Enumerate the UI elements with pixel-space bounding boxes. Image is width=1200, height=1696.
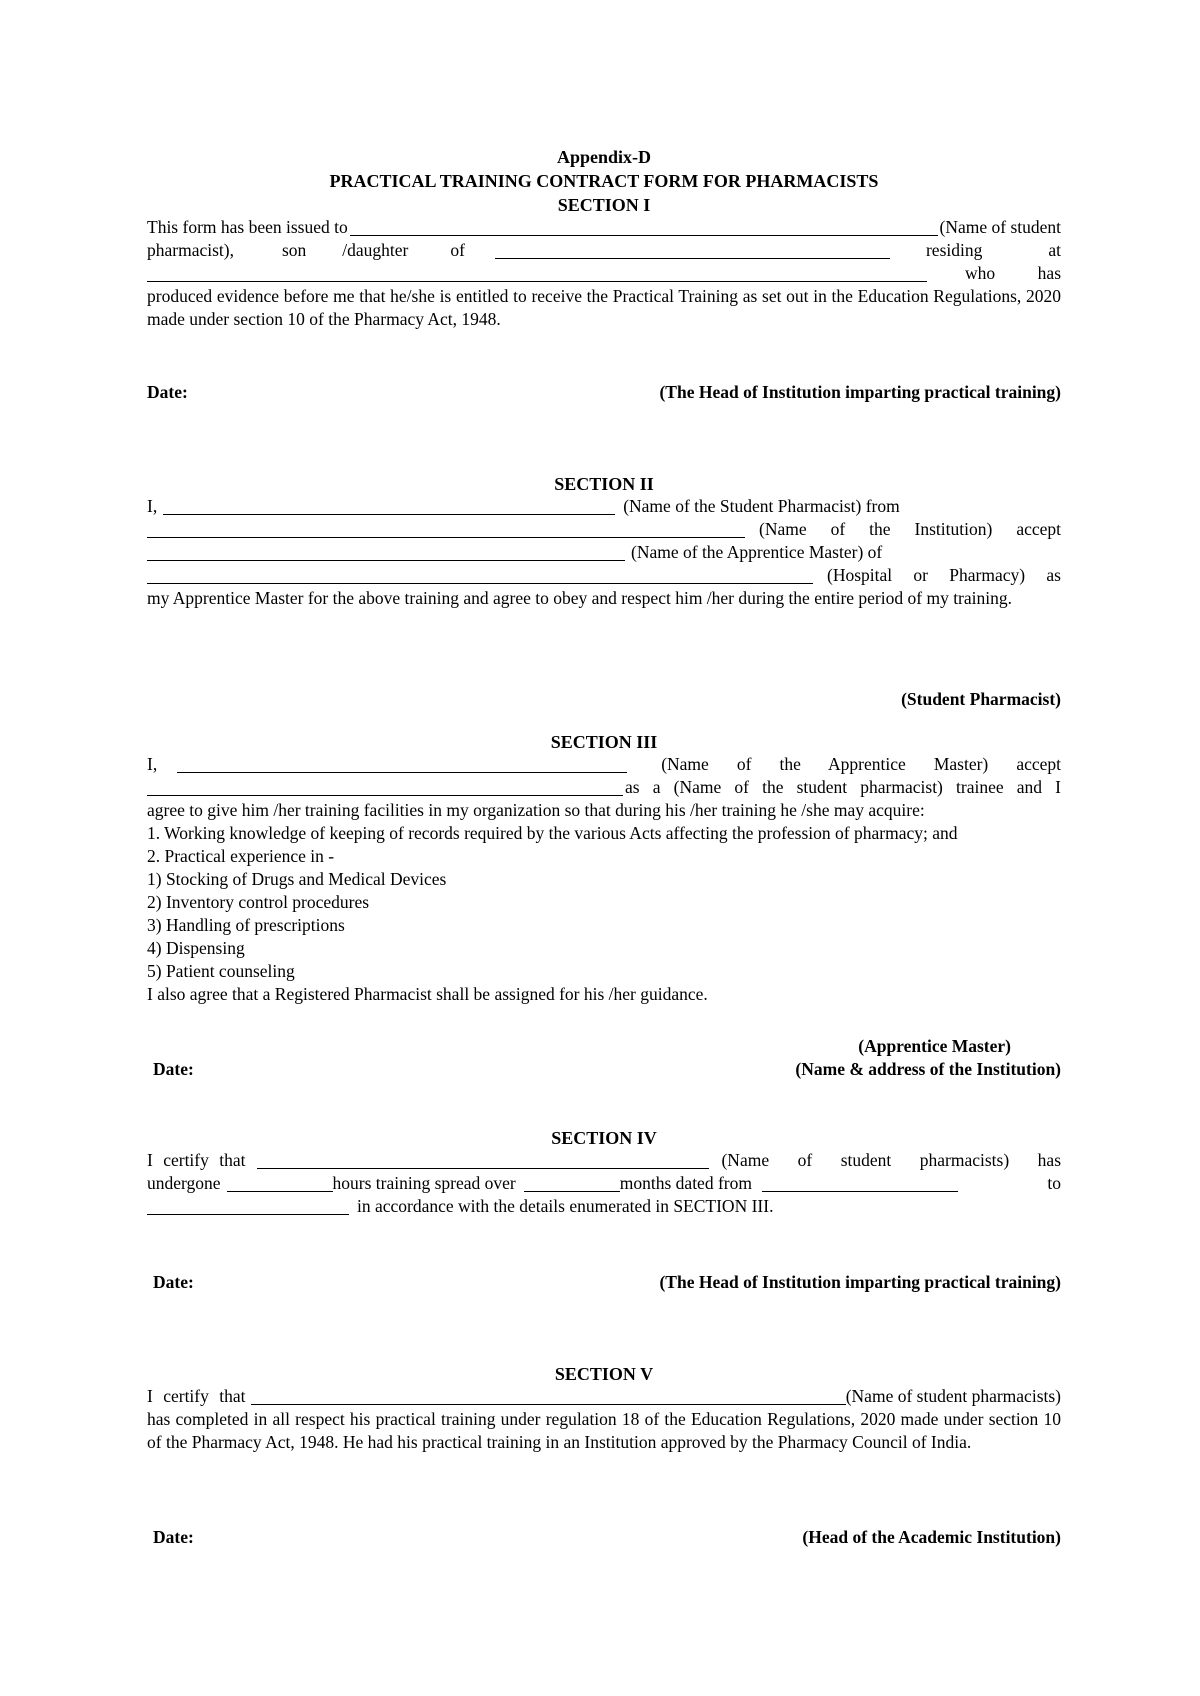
s4-line-3 (147, 1195, 1061, 1218)
s3-apprentice-master-label: (Apprentice Master) (858, 1036, 1011, 1056)
student-pharmacist-name-blank[interactable] (163, 498, 615, 515)
s4-text-fragment: (Name of student pharmacists) has (721, 1150, 1061, 1170)
s3-closing: I also agree that a Registered Pharmacist shall be assigned for his /her guidance. (147, 984, 708, 1004)
s3-institution-label: (Name & address of the Institution) (795, 1059, 1061, 1079)
s4-date-label: Date: (153, 1272, 194, 1292)
s3-item-1: 1. Working knowledge of keeping of records required by the various Acts affecting the profession of pharmacy; and (147, 823, 958, 843)
s3-line-2 (147, 776, 1061, 799)
date-from-blank[interactable] (762, 1175, 958, 1192)
section-1-heading: SECTION I (557, 195, 651, 215)
s2-text-fragment: (Name of the Apprentice Master) of (631, 542, 883, 562)
training-hours-blank[interactable] (227, 1175, 333, 1192)
s2-signatory-label: (Student Pharmacist) (901, 689, 1061, 709)
s4-line-2 (147, 1172, 1061, 1195)
s1-name-of-student-label: (Name of student (939, 217, 1061, 237)
s3-line-1 (147, 753, 1061, 776)
s1-text-fragment: of (450, 240, 465, 260)
s1-text-fragment: has (1037, 263, 1061, 283)
section-2-text (147, 495, 1061, 610)
s2-signature-row (147, 688, 1061, 711)
s1-line-2 (147, 239, 1061, 262)
s1-date-label: Date: (147, 382, 188, 402)
s3-subitem: 4) Dispensing (147, 938, 245, 958)
s2-line-2 (147, 518, 1061, 541)
s3-text-fragment: I, (147, 754, 158, 774)
s1-signatory-label: (The Head of Institution imparting practical training) (659, 382, 1061, 402)
s3-subitem: 5) Patient counseling (147, 961, 295, 981)
s2-text-fragment: I, (147, 496, 158, 516)
s1-line-3 (147, 262, 1061, 285)
parent-name-blank[interactable] (495, 242, 890, 259)
s1-text-fragment: /daughter (342, 240, 409, 260)
s3-subitem: 3) Handling of prescriptions (147, 915, 345, 935)
s3-subitem: 2) Inventory control procedures (147, 892, 370, 912)
section-3-text (147, 753, 1061, 1006)
s5-line-1 (147, 1385, 1061, 1408)
s5-signatory-label: (Head of the Academic Institution) (802, 1527, 1061, 1547)
form-title: PRACTICAL TRAINING CONTRACT FORM FOR PHARMACISTS (329, 171, 879, 191)
s3-text-fragment: (Name of the Apprentice Master) accept (661, 754, 1061, 774)
section-2-heading: SECTION II (554, 474, 654, 494)
s1-issued-to-label: This form has been issued to (147, 217, 348, 237)
s2-line-3 (147, 541, 1061, 564)
s2-line-4 (147, 564, 1061, 587)
s2-line-1 (147, 495, 1061, 518)
s1-text-fragment: who (965, 263, 996, 283)
apprentice-master-name-blank[interactable] (147, 544, 625, 561)
s3-subitem: 1) Stocking of Drugs and Medical Devices (147, 869, 447, 889)
section-4-text (147, 1149, 1061, 1218)
s2-text-fragment: (Hospital or Pharmacy) as (827, 565, 1061, 585)
s5-signature-row (147, 1526, 1061, 1549)
s1-text-fragment: pharmacist), (147, 240, 234, 260)
address-blank[interactable] (147, 265, 927, 282)
s4-text-fragment: undergone (147, 1173, 221, 1193)
s4-line-1 (147, 1149, 1061, 1172)
student-name-blank[interactable] (257, 1152, 709, 1169)
student-name-blank[interactable] (251, 1388, 845, 1405)
hospital-pharmacy-blank[interactable] (147, 567, 813, 584)
s2-text-fragment: (Name of the Institution) accept (759, 519, 1061, 539)
s4-text-fragment: to (1047, 1173, 1061, 1193)
apprentice-master-name-blank[interactable] (177, 756, 627, 773)
s1-body: produced evidence before me that he/she is entitled to receive the Practical Training as set out in the Education Regulations, 2020 made under section 10 of the Pharmacy Act, 1948. (147, 286, 1061, 329)
s5-text-fragment: (Name of student pharmacists) (845, 1386, 1061, 1406)
date-to-blank[interactable] (147, 1198, 349, 1215)
s2-text-fragment: (Name of the Student Pharmacist) from (623, 496, 900, 516)
s2-body: my Apprentice Master for the above training and agree to obey and respect him /her during the entire period of my training. (147, 588, 1012, 608)
section-3-heading: SECTION III (550, 732, 658, 752)
s4-text-fragment: hours training spread over (332, 1173, 516, 1193)
section-4-heading: SECTION IV (551, 1128, 657, 1148)
s5-text-fragment: I certify that (147, 1386, 246, 1406)
s3-signature-row (147, 1058, 1061, 1081)
s1-line-1 (147, 216, 1061, 239)
s4-signatory-label: (The Head of Institution imparting practical training) (659, 1272, 1061, 1292)
student-name-blank[interactable] (350, 219, 938, 236)
s3-line-3: agree to give him /her training facilities in my organization so that during his /her training he /she may acquire: (147, 800, 925, 820)
s3-item-2: 2. Practical experience in - (147, 846, 335, 866)
appendix-label: Appendix-D (556, 147, 652, 167)
s1-text-fragment: son (281, 240, 307, 260)
s4-signature-row (147, 1271, 1061, 1294)
s3-text-fragment: as a (Name of the student pharmacist) trainee and I (625, 777, 1061, 797)
s4-text-fragment: in accordance with the details enumerated in SECTION III. (357, 1196, 774, 1216)
s3-date-label: Date: (153, 1059, 194, 1079)
training-months-blank[interactable] (524, 1175, 620, 1192)
s5-body: has completed in all respect his practical training under regulation 18 of the Education Regulations, 2020 made under section 10 of the Pharmacy Act, 1948. He had his practical training in an Institution approved by the Pharmacy Council of India. (147, 1409, 1061, 1452)
institution-name-blank[interactable] (147, 521, 745, 538)
section-5-heading: SECTION V (554, 1364, 654, 1384)
s4-text-fragment: months dated from (619, 1173, 752, 1193)
s1-signature-row (147, 381, 1061, 404)
s4-text-fragment: I certify that (147, 1150, 246, 1170)
s1-text-fragment: at (1048, 240, 1061, 260)
s5-date-label: Date: (153, 1527, 194, 1547)
s1-text-fragment: residing (925, 240, 983, 260)
trainee-name-blank[interactable] (147, 779, 623, 796)
section-5-text (147, 1385, 1061, 1454)
s3-signature-block (147, 1035, 1061, 1081)
section-1-text (147, 216, 1061, 331)
